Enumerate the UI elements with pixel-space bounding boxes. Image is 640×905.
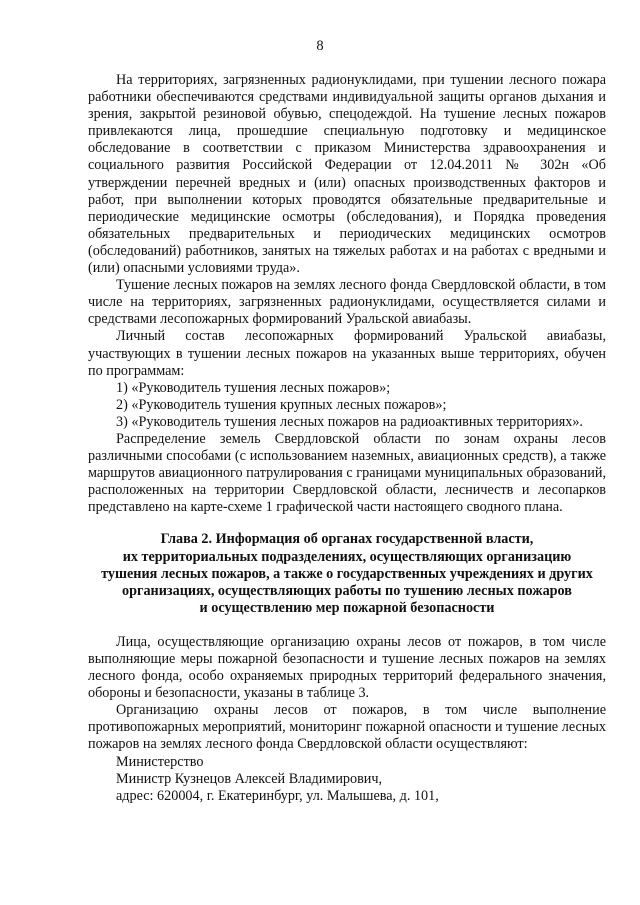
page-number: 8: [316, 38, 324, 54]
paragraph-training-programs: Личный состав лесопожарных формирований Уральской авиабазы, участвующих в тушении лесных пожаров на указанных выше территориях, обучен по программам:: [88, 328, 606, 379]
heading-spacer: [88, 617, 606, 634]
chapter-heading-line: организациях, осуществляющих работы по тушению лесных пожаров: [122, 582, 572, 599]
paragraph-land-distribution: Распределение земель Свердловской области по зонам охраны лесов различными способами (с использованием наземных, авиационных средств), а также маршрутов авиационного патрулирования с границами муниципальных образований, расположенных на территории Свердловской области, лесничеств и лесопарков представлено на карте-схеме 1 графической части настоящего сводного плана.: [88, 430, 606, 516]
chapter-heading: [88, 530, 606, 616]
paragraph-address: адрес: 620004, г. Екатеринбург, ул. Малышева, д. 101,: [116, 787, 439, 804]
list-item-program-1: 1) «Руководитель тушения лесных пожаров»;: [116, 379, 391, 396]
paragraph-minister: Министр Кузнецов Алексей Владимирович,: [116, 770, 383, 787]
chapter-heading-line: тушения лесных пожаров, а также о государственных учреждениях и других: [101, 565, 593, 582]
chapter-heading-line: Глава 2. Информация об органах государственной власти,: [160, 531, 534, 548]
list-item-program-3: 3) «Руководитель тушения лесных пожаров на радиоактивных территориях».: [116, 413, 583, 430]
paragraph-responsible-persons: Лица, осуществляющие организацию охраны лесов от пожаров, в том числе выполняющие меры пожарной безопасности и тушение лесных пожаров на землях лесного фонда, особо охраняемых природных территорий федерального значения, обороны и безопасности, указаны в таблице 3.: [88, 633, 606, 702]
list-item-program-2: 2) «Руководитель тушения крупных лесных пожаров»;: [116, 396, 447, 413]
chapter-heading-line: их территориальных подразделениях, осуществляющих организацию: [122, 548, 572, 565]
paragraph-protection-equipment: На территориях, загрязненных радионуклидами, при тушении лесного пожара работники обеспечиваются средствами индивидуальной защиты органов дыхания и зрения, закрытой резиновой обувью, спецодеждой. На тушение лесных пожаров привлекаются лица, прошедшие специальную подготовку и медицинское обследование в соответствии с приказом Министерства здравоохранения и социального развития Российской Федерации от 12.04.2011 № 302н «Об утверждении перечней вредных и (или) опасных производственных факторов и работ, при выполнении которых проводятся обязательные предварительные и периодические медицинские осмотры (обследования), и Порядка проведения обязательных предварительных и периодических медицинских осмотров (обследований) работников, занятых на тяжелых работах и на работах с вредными и (или) опасными условиями труда».: [88, 72, 606, 277]
paragraph-firefighting-forces: Тушение лесных пожаров на землях лесного фонда Свердловской области, в том числе на территориях, загрязненных радионуклидами, осуществляется силами и средствами лесопожарных формирований Уральской авиабазы.: [88, 277, 606, 328]
document-body: [88, 72, 606, 805]
paragraph-organizations: Организацию охраны лесов от пожаров, в том числе выполнение противопожарных мероприятий, мониторинг пожарной опасности и тушение лесных пожаров на землях лесного фонда Свердловской области осуществляют:: [88, 702, 606, 753]
paragraph-ministry: Министерство: [116, 753, 204, 770]
chapter-heading-line: и осуществлению мер пожарной безопасности: [199, 599, 495, 616]
